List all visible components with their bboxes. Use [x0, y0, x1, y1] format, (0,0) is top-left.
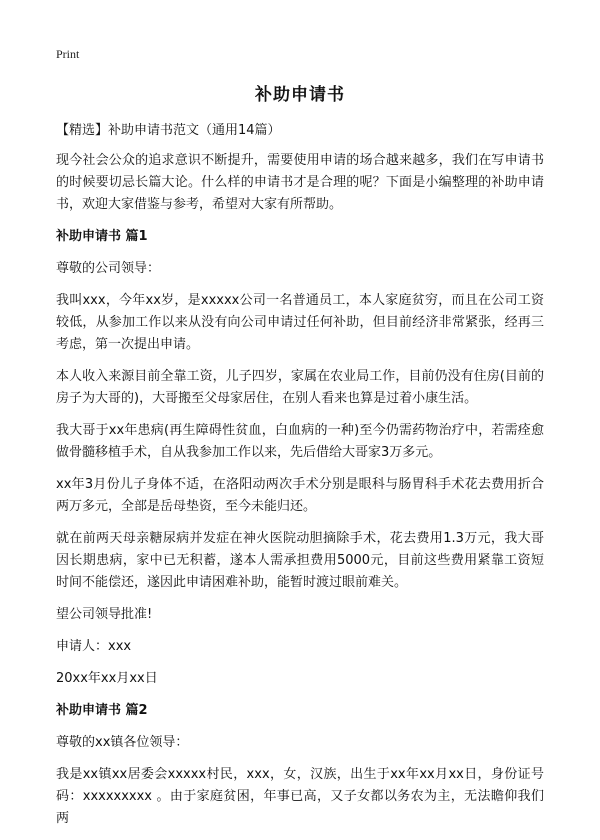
document-subtitle: 【精选】补助申请书范文（通用14篇） [56, 123, 281, 138]
section-2-salutation: 尊敬的xx镇各位领导： [56, 735, 189, 750]
section-1-date: 20xx年xx月xx日 [56, 671, 158, 686]
section-1-salutation: 尊敬的公司领导： [56, 261, 161, 276]
section-1-paragraph: 本人收入来源目前全靠工资，儿子四岁，家属在农业局工作，目前仍没有住房(目前的房子为大哥的)，大哥搬至父母家居住，在别人看来也算是过着小康生活。 [56, 369, 544, 406]
section-heading-2: 补助申请书 篇2 [56, 703, 148, 718]
section-1-paragraph: 就在前两天母亲糖尿病并发症在神火医院动胆摘除手术，花去费用1.3万元，我大哥因长期患病，家中已无积蓄，遂本人需承担费用5000元，目前这些费用紧靠工资短时间不能偿还，遂因此申请困难补助，能暂时渡过眼前难关。 [56, 531, 544, 590]
section-heading-1: 补助申请书 篇1 [56, 229, 148, 244]
document-title: 补助申请书 [255, 85, 345, 105]
section-1-paragraph: 我叫xxx，今年xx岁，是xxxxx公司一名普通员工，本人家庭贫穷，而且在公司工资较低，从参加工作以来从没有向公司申请过任何补助，但目前经济非常紧张，经再三考虑，第一次提出申请。 [56, 293, 544, 352]
section-1-closing: 望公司领导批准! [56, 607, 153, 622]
section-1-applicant: 申请人：xxx [56, 639, 132, 654]
section-1-paragraph: xx年3月份儿子身体不适，在洛阳动两次手术分别是眼科与肠胃科手术花去费用折合两万多元，全部是岳母垫资，至今未能归还。 [56, 477, 544, 514]
print-label: Print [56, 47, 80, 61]
section-1-paragraph: 我大哥于xx年患病(再生障碍性贫血，白血病的一种)至今仍需药物治疗中，若需痊愈做骨髓移植手术，自从我参加工作以来，先后借给大哥家3万多元。 [56, 423, 544, 460]
section-2-paragraph: 我是xx镇xx居委会xxxxx村民，xxx，女，汉族，出生于xx年xx月xx日，身份证号码：xxxxxxxxx 。由于家庭贫困，年事已高，又子女都以务农为主，无法瞻仰我们两 [56, 767, 544, 826]
document-body [56, 120, 544, 840]
intro-paragraph: 现今社会公众的追求意识不断提升，需要使用申请的场合越来越多，我们在写申请书的时候要切忌长篇大论。什么样的申请书才是合理的呢？下面是小编整理的补助申请书，欢迎大家借鉴与参考，希望对大家有所帮助。 [56, 153, 544, 212]
